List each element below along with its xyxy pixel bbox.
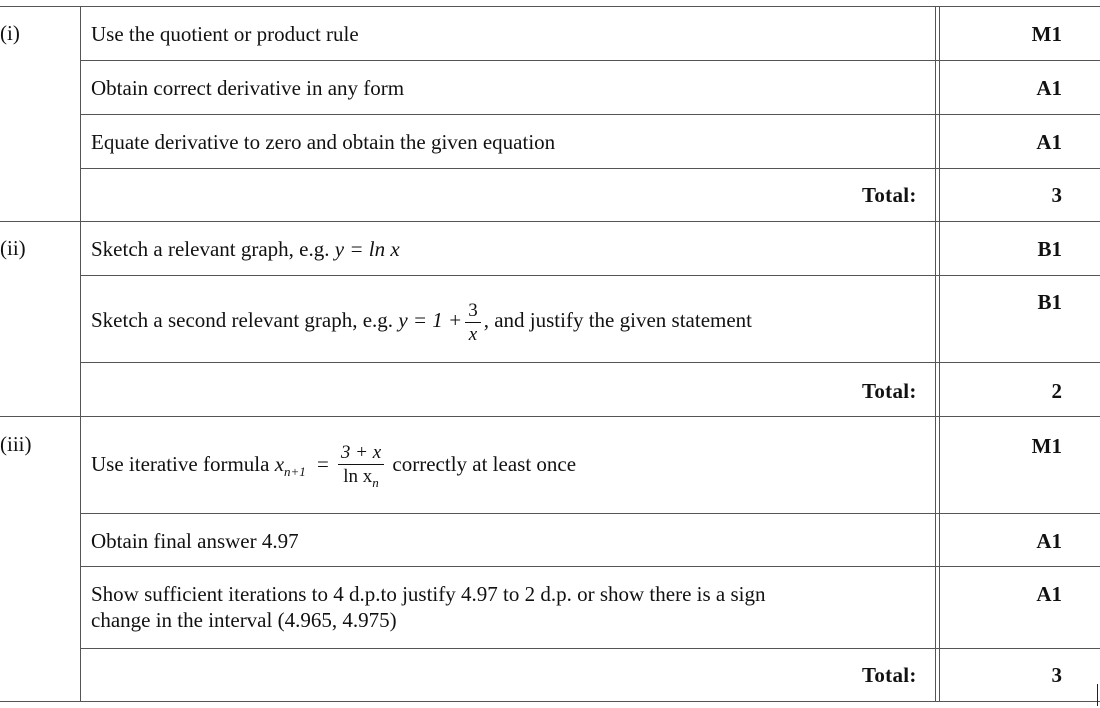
fraction-numerator: 3 + x: [338, 443, 384, 465]
equals-sign: =: [317, 452, 329, 476]
total-label: Total:: [862, 183, 917, 207]
part-label: (i): [0, 21, 20, 45]
criterion-text-line2: change in the interval (4.965, 4.975): [91, 608, 397, 632]
total-label: Total:: [862, 663, 917, 687]
math-expression: y = 1 +: [398, 308, 463, 332]
mark-code: M1: [1031, 22, 1062, 46]
mark-code: A1: [1036, 529, 1062, 553]
math-expression: ln x: [343, 466, 373, 488]
row-divider: [80, 566, 1100, 567]
criterion-text: Use the quotient or product rule: [91, 22, 359, 46]
row-divider: [80, 648, 1100, 649]
criterion-text: Obtain correct derivative in any form: [91, 76, 405, 100]
part-label: (ii): [0, 236, 26, 260]
text-cursor: [1097, 684, 1098, 706]
criterion-text-suffix: , and justify the given statement: [483, 308, 753, 332]
fraction: [338, 443, 384, 489]
table-bottom-border: [0, 701, 1100, 702]
fraction-numerator: 3: [465, 301, 481, 323]
fraction-denominator: [338, 465, 384, 489]
mark-code: M1: [1031, 434, 1062, 458]
math-expression: y = ln x: [334, 237, 400, 261]
column-divider: [80, 6, 81, 701]
total-marks: 2: [1051, 379, 1062, 403]
criterion-text-line1: Show sufficient iterations to 4 d.p.to justify 4.97 to 2 d.p. or show there is a sign: [91, 582, 766, 606]
math-subscript: n: [372, 475, 379, 491]
total-marks: 3: [1051, 183, 1062, 207]
criterion-text: [91, 296, 752, 344]
row-divider: [80, 362, 1100, 363]
mark-code: A1: [1036, 582, 1062, 606]
part-label: (iii): [0, 432, 32, 456]
row-divider: [80, 60, 1100, 61]
criterion-text: Obtain final answer 4.97: [91, 529, 299, 553]
math-variable: x: [274, 452, 285, 476]
mark-code: B1: [1037, 237, 1062, 261]
criterion-text-prefix: Use iterative formula: [91, 452, 275, 476]
criterion-text-prefix: Sketch a relevant graph, e.g.: [91, 237, 335, 261]
criterion-text: Equate derivative to zero and obtain the given equation: [91, 130, 556, 154]
row-divider: [80, 114, 1100, 115]
criterion-text: [91, 237, 400, 261]
mark-code: A1: [1036, 130, 1062, 154]
criterion-text-prefix: Sketch a second relevant graph, e.g.: [91, 308, 399, 332]
row-divider: [80, 275, 1100, 276]
math-subscript: n+1: [284, 464, 306, 480]
mark-code: A1: [1036, 76, 1062, 100]
total-marks: 3: [1051, 663, 1062, 687]
criterion-text-suffix: correctly at least once: [392, 452, 577, 476]
criterion-text: [91, 440, 576, 496]
total-label: Total:: [862, 379, 917, 403]
mark-code: B1: [1037, 290, 1062, 314]
column-divider: [939, 6, 940, 701]
fraction: [465, 301, 481, 344]
row-divider: [80, 168, 1100, 169]
row-divider: [80, 513, 1100, 514]
column-divider: [935, 6, 936, 701]
fraction-denominator: x: [468, 323, 478, 345]
